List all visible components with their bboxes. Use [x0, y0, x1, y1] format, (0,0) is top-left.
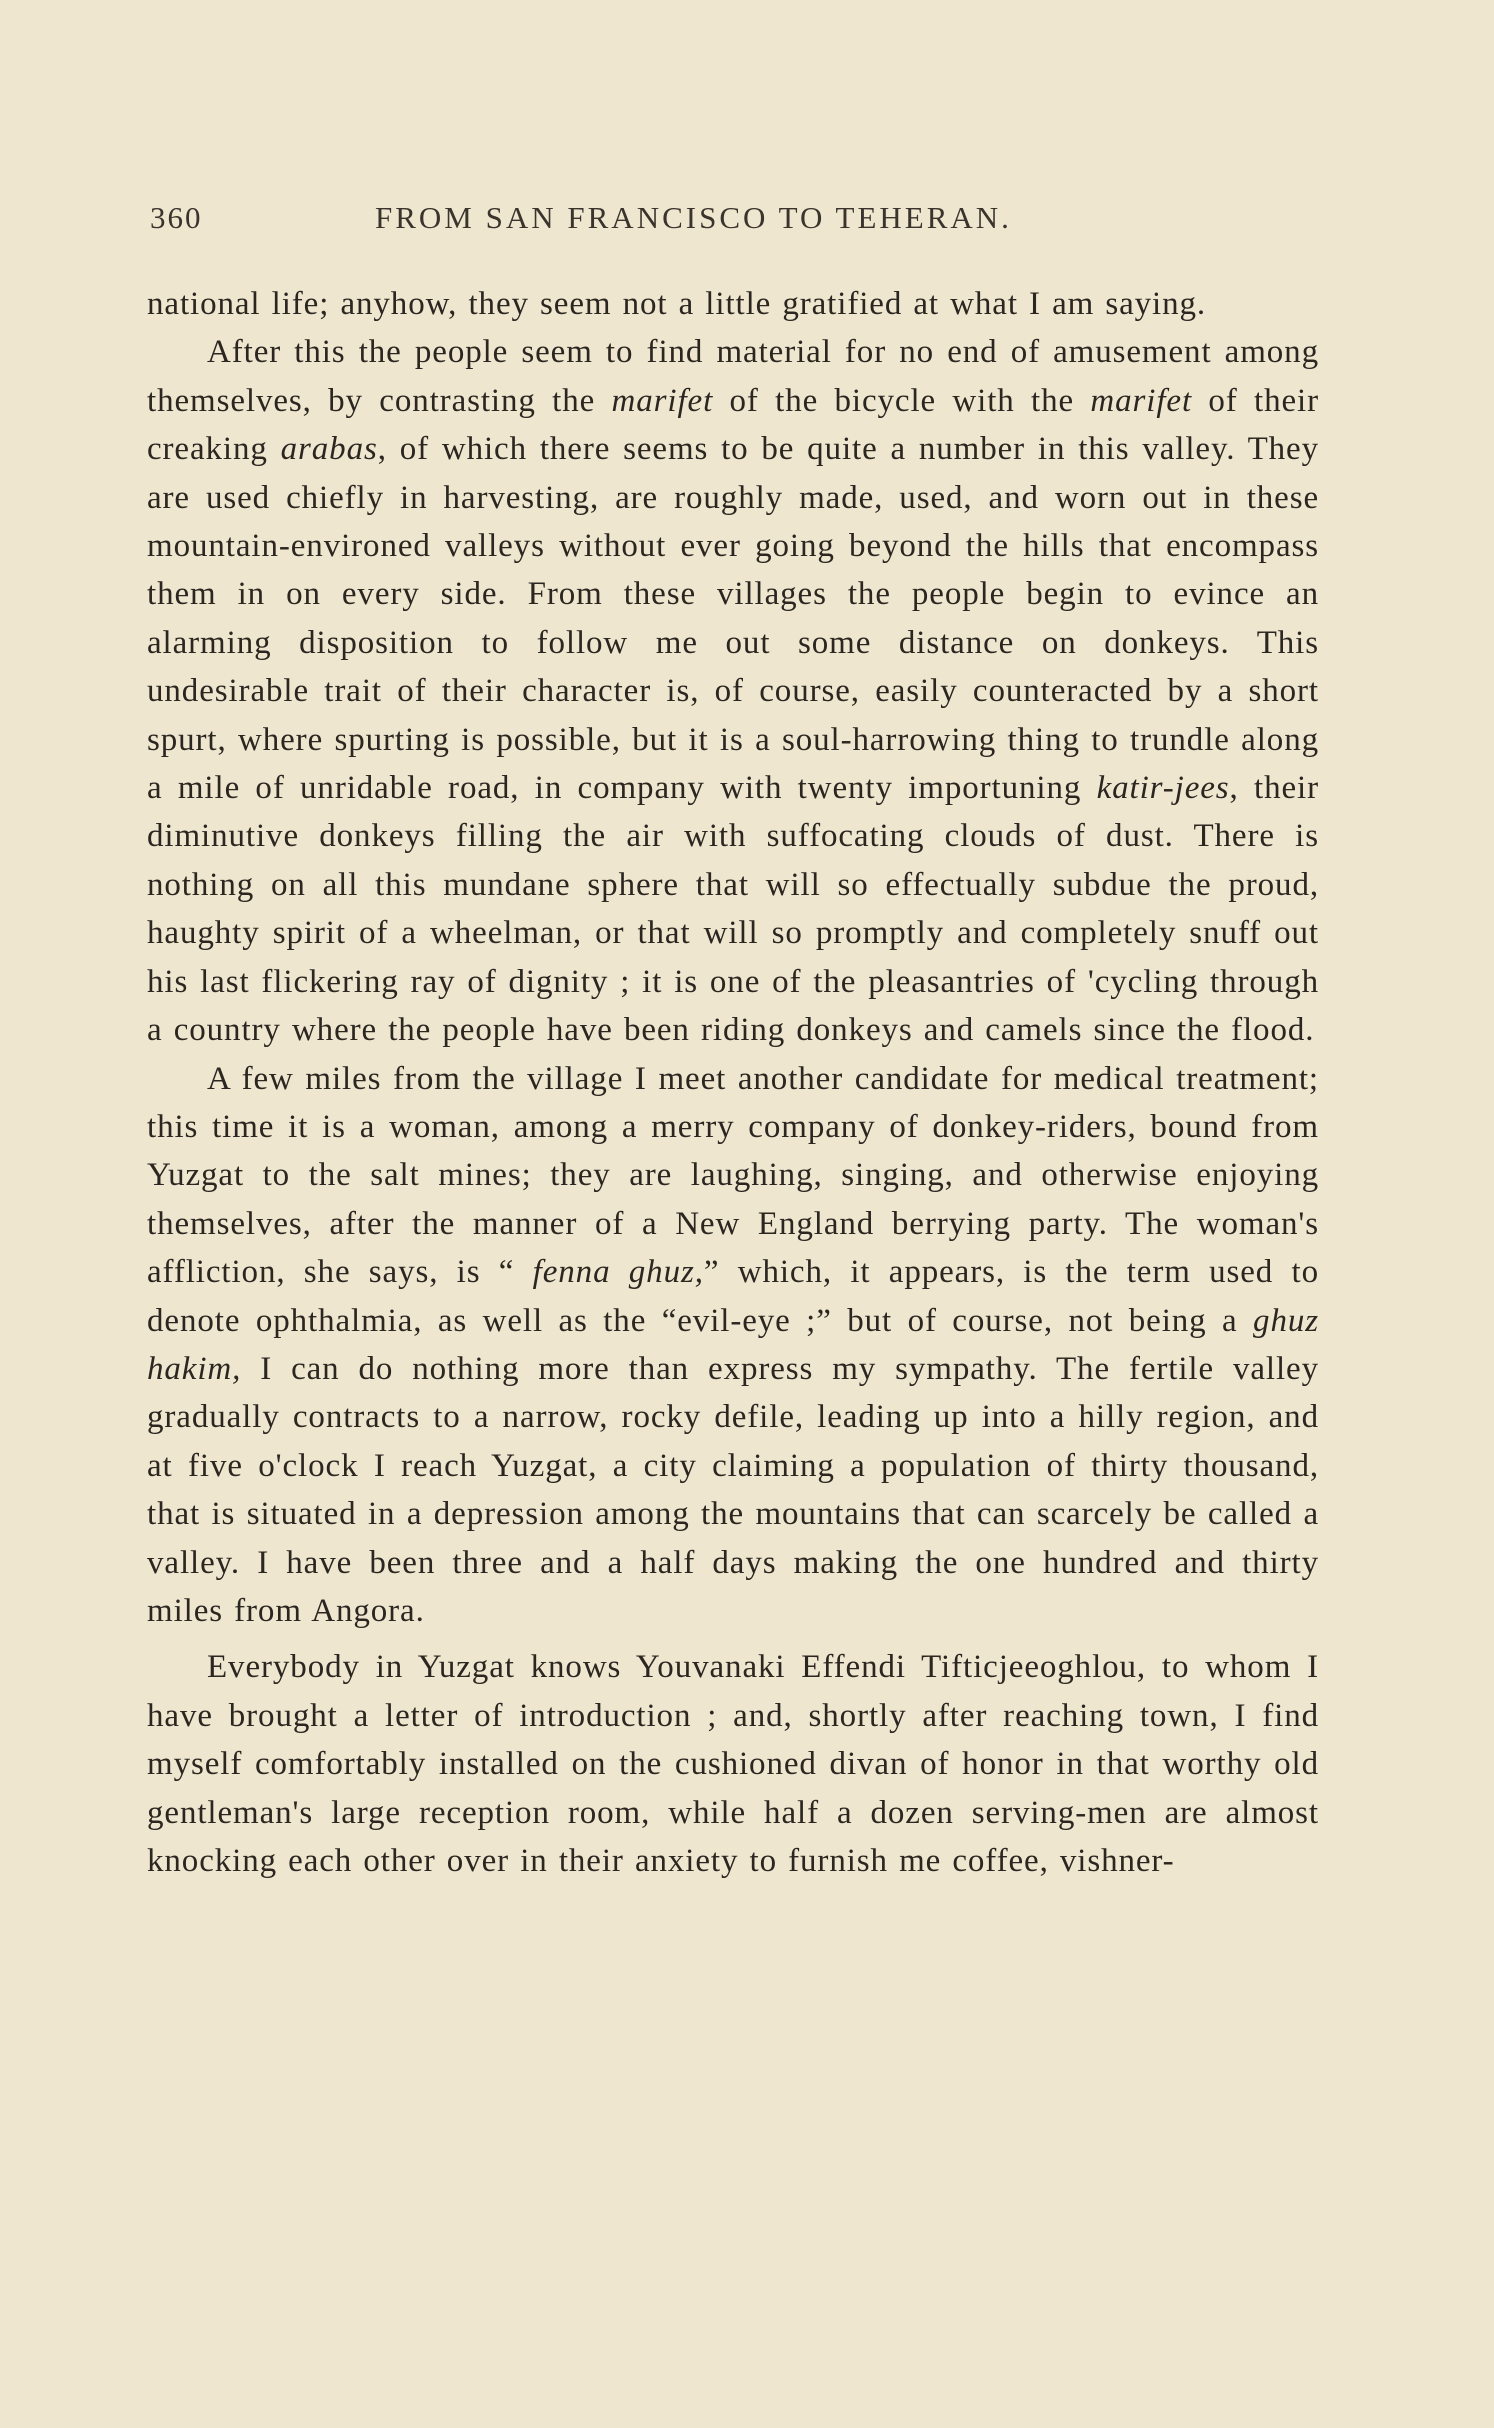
italic-term: ghuz hakim,: [147, 1302, 1319, 1387]
italic-term: arabas: [280, 431, 378, 468]
italic-term: marifet: [611, 382, 714, 419]
paragraph-3: A few miles from the village I meet another candidate for medical treatment; this time it is a woman, among a merry company of donkey-riders, bound from Yuzgat to the salt mines; they are laughing, singing, and otherwise enjoying themselves, after the manner of a New England berrying party. The woman's affliction, she says, is “ fenna ghuz,” which, it appears, is the term used to denote ophthalmia, as well as the “evil-eye ;” but of course, not being a ghuz hakim, I can do nothing more than express my sympathy. The fertile valley gradually contracts to a narrow, rocky defile, leading up into a hilly region, and at five o'clock I reach Yuzgat, a city claiming a population of thirty thousand, that is situated in a depression among the mountains that can scarcely be called a valley. I have been three and a half days making the one hundred and thirty miles from Angora.: [147, 1060, 1319, 1629]
italic-term: katir-jees: [1096, 770, 1230, 807]
italic-term: fenna ghuz,: [532, 1254, 704, 1291]
italic-term: marifet: [1090, 382, 1193, 419]
page-header: [150, 200, 1322, 240]
page-number: 360: [150, 200, 203, 235]
paragraph-2: After this the people seem to find material for no end of amusement among themselves, by contrasting the marifet of the bicycle with the marifet of their creaking arabas, of which there seems to be quite a number in this valley. They are used chiefly in harvesting, are roughly made, used, and worn out in these mountain-environed valleys without ever going beyond the hills that encompass them in on every side. From these villages the people begin to evince an alarming disposition to follow me out some distance on donkeys. This undesirable trait of their character is, of course, easily counteracted by a short spurt, where spurting is possible, but it is a soul-harrowing thing to trundle along a mile of unridable road, in company with twenty importuning katir-jees, their diminutive donkeys filling the air with suffocating clouds of dust. There is nothing on all this mundane sphere that will so effectually subdue the proud, haughty spirit of a wheelman, or that will so promptly and completely snuff out his last flickering ray of dignity ; it is one of the pleasantries of 'cycling through a country where the people have been riding donkeys and camels since the flood.: [147, 334, 1319, 1049]
paragraph-4: Everybody in Yuzgat knows Youvanaki Effendi Tifticjeeoghlou, to whom I have brought a letter of introduction ; and, shortly after reaching town, I find myself comfortably installed on the cushioned divan of honor in that worthy old gentleman's large reception room, while half a dozen serving-men are almost knocking each other over in their anxiety to furnish me coffee, vishner-: [147, 1649, 1319, 1879]
running-title: FROM SAN FRANCISCO TO TEHERAN.: [375, 200, 1012, 235]
paragraph-1: national life; anyhow, they seem not a little gratified at what I am saying.: [147, 286, 1207, 322]
body-text: [147, 280, 1319, 1885]
